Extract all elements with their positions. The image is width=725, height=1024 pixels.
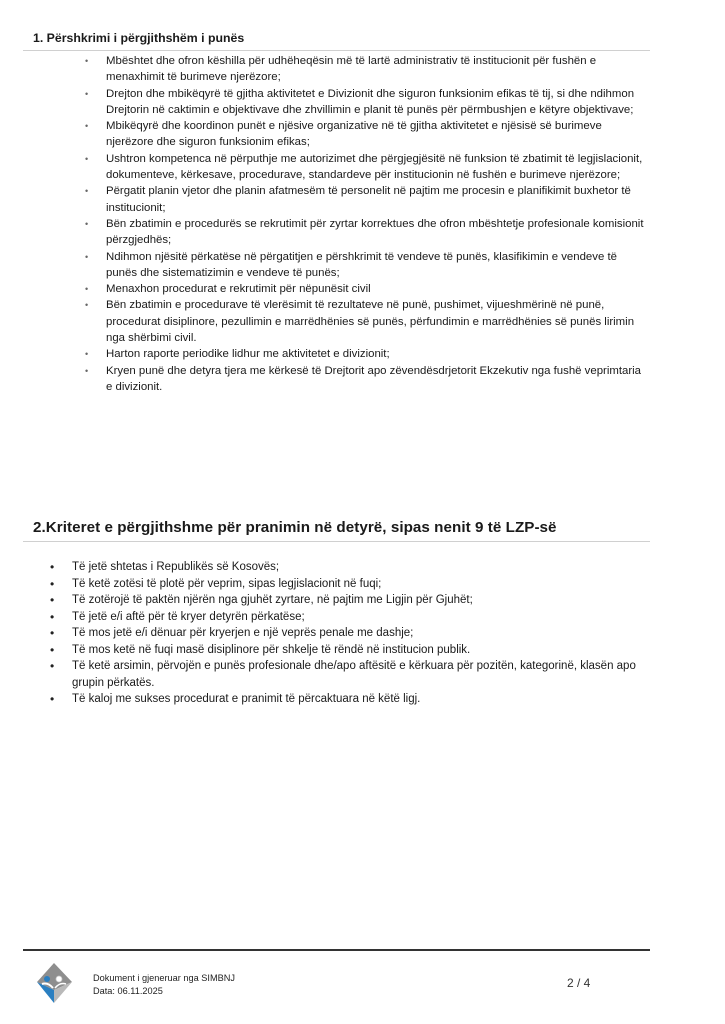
list-item: • Përgatit planin vjetor dhe planin afatmesëm të personelit në pajtim me procesin e planifikimit buxhetor të institucionit; [85,185,631,214]
bullet-icon: • [85,88,89,99]
footer-text [93,972,235,997]
bullet-icon: • [85,186,89,197]
list-item: • Harton raporte periodike lidhur me aktivitetet e divizionit; [106,346,646,362]
bullet-icon: • [50,692,55,706]
section-1-title: 1. Përshkrimi i përgjithshëm i punës [33,31,245,45]
list-item: • Të ketë arsimin, përvojën e punës profesionale dhe/apo aftësitë e kërkuara për pozitën, kategorinë, klasën apo grupin përkatës. [50,659,636,689]
bullet-icon: • [85,56,89,66]
bullet-icon: • [50,576,55,591]
list-item: • Të ketë zotësi të plotë për veprim, sipas legjislacionit në fuqi; [50,576,382,591]
section-2-title: 2.Kriteret e përgjithshme për pranimin në detyrë, sipas nenit 9 të LZP-së [33,519,557,536]
section-2-divider [23,541,650,542]
bullet-icon: • [85,365,89,376]
list-item: • Të mos ketë në fuqi masë disiplinore për shkelje të rëndë në institucion publik. [50,642,471,657]
section-2-list [50,559,652,708]
bullet-icon: • [50,560,55,574]
bullet-icon: • [50,593,55,607]
footer-divider [23,949,650,951]
bullet-icon: • [85,121,89,132]
list-item: • Të kaloj me sukses procedurat e pranimit të përcaktuara në këtë ligj. [50,692,421,706]
section-1-divider [23,50,650,51]
list-item: • Bën zbatimin e procedurave të vlerësimit të rezultateve në punë, pushimet, vijueshmërinë në punë, procedurat disiplinore, pezullimin e marrëdhënies së punës, përfundimin e marrëdhënies së punës lirimin nga shërbimi civil. [85,299,635,345]
bullet-icon: • [85,218,89,229]
bullet-icon: • [50,642,55,657]
list-item: • Të jetë e/i aftë për të kryer detyrën përkatëse; [50,609,305,624]
list-item: • Të mos jetë e/i dënuar për kryerjen e një veprës penale me dashje; [50,626,414,640]
document-date: Data: 06.11.2025 [93,985,163,996]
list-item: • Të jetë shtetas i Republikës së Kosovës; [50,560,280,574]
bullet-icon: • [85,153,89,164]
generated-by-label: Dokument i gjeneruar nga SIMBNJ [93,973,235,983]
list-item: • Ndihmon njësitë përkatëse në përgatitjen e përshkrimit të vendeve të punës, klasifikimin e vendeve të punës dhe sistematizimin e vendeve të punës; [85,250,617,279]
bullet-icon: • [85,284,89,295]
list-item: • Të zotërojë të paktën njërën nga gjuhët zyrtare, në pajtim me Ligjin për Gjuhët; [50,593,473,607]
list-item: • Mbështet dhe ofron këshilla për udhëheqësin më të lartë administrativ të institucionit për fushën e menaxhimit të burimeve njerëzore; [85,55,597,84]
bullet-icon: • [50,609,55,624]
list-item: • Kryen punë dhe detyra tjera me kërkesë të Drejtorit apo zëvendësdrjetorit Ekzekutiv nga fushë veprimtaria e divizionit. [85,364,641,393]
list-item: • Bën zbatimin e procedurës se rekrutimit për zyrtar korrektues dhe ofron mbështetje profesionale komisionit përzgjedhës; [85,217,644,247]
page-number: 2 / 4 [567,976,591,990]
bullet-icon: • [50,626,55,640]
simbnj-logo-icon [34,962,74,1004]
list-item: • Mbikëqyrë dhe koordinon punët e njësive organizative në të gjitha aktivitetet e njësisë së burimeve njerëzore dhe siguron funksionim efikas; [85,120,602,149]
bullet-icon: • [85,300,89,311]
list-item: • Menaxhon procedurat e rekrutimit për nëpunësit civil [106,281,646,297]
section-1-list [85,53,646,395]
bullet-icon: • [85,251,89,262]
list-item: • Ushtron kompetenca në përputhje me autorizimet dhe përgjegjësitë në funksion të zbatimit të legjislacionit, dokumenteve, kërkesave, procedurave, standardeve për institucionin në fushën e burimeve njerëzore; [85,152,643,182]
list-item: • Drejton dhe mbikëqyrë të gjitha aktivitetet e Divizionit dhe siguron funksionim efikas të tij, si dhe ndihmon Drejtorin në caktimin e objektivave dhe zhvillimin e planit të punës për përmbushjen e këtyre objektivave; [85,87,635,116]
bullet-icon: • [85,349,89,360]
bullet-icon: • [50,659,55,673]
